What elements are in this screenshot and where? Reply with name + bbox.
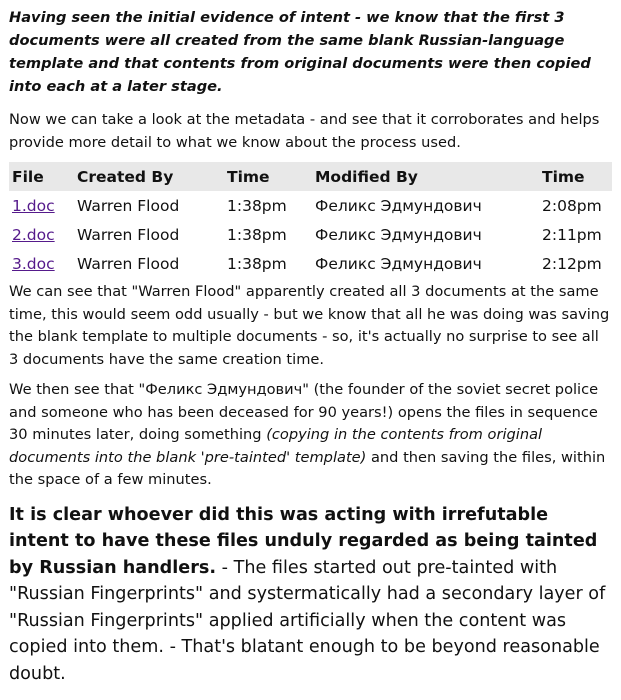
creation-analysis-paragraph: We can see that "Warren Flood" apparently created all 3 documents at the same time, this would seem odd usually - but we know that all he was doing was saving the blank template to multiple documents - so, it's actually no surprise to see all 3 documents have the same creation time. <box>9 283 610 368</box>
intro-text: Having seen the initial evidence of intent - we know that the first 3 documents were all created from the same blank Russian-language template and that contents from original documents were then copied into each at a later stage. <box>9 9 591 95</box>
conclusion-rest: - The files started out pre-tainted with "Russian Fingerprints" and systermatically had a secondary layer of "Russian Fingerprints" applied artificially when the content was copied into them. - That's blatant enough to be beyond reasonable doubt. <box>9 557 606 684</box>
modified-by-cell: Феликс Эдмундович <box>315 225 482 244</box>
table-header-row <box>9 162 612 191</box>
file-cell <box>9 220 74 249</box>
table-row <box>9 191 612 220</box>
file-link-2[interactable]: 2.doc <box>12 225 55 244</box>
table-row <box>9 220 612 249</box>
modified-by-cell: Феликс Эдмундович <box>315 196 482 215</box>
modified-time-cell: 2:11pm <box>542 225 602 244</box>
modification-text-end: and then saving the files, within the space of a few minutes. <box>9 448 606 488</box>
modification-italic-note: (copying in the contents from original documents into the blank 'pre-tainted' template) <box>9 426 543 466</box>
created-by-cell: Warren Flood <box>77 254 180 273</box>
conclusion-paragraph <box>9 502 612 688</box>
created-time-cell: 1:38pm <box>227 225 287 244</box>
header-modified-by: Modified By <box>312 162 539 191</box>
created-by-cell: Warren Flood <box>77 225 180 244</box>
table-row <box>9 249 612 278</box>
metadata-intro-paragraph: Now we can take a look at the metadata - and see that it corroborates and helps provide more detail to what we know about the process used. <box>9 111 600 151</box>
file-cell <box>9 249 74 278</box>
header-created-by: Created By <box>74 162 224 191</box>
header-created-time: Time <box>224 162 312 191</box>
modified-time-cell: 2:08pm <box>542 196 602 215</box>
created-time-cell: 1:38pm <box>227 196 287 215</box>
file-link-1[interactable]: 1.doc <box>12 196 55 215</box>
modified-by-cell: Феликс Эдмундович <box>315 254 482 273</box>
header-file: File <box>9 162 74 191</box>
modification-analysis-paragraph <box>9 379 612 492</box>
modified-time-cell: 2:12pm <box>542 254 602 273</box>
header-modified-time: Time <box>539 162 612 191</box>
metadata-table <box>9 162 612 278</box>
created-by-cell: Warren Flood <box>77 196 180 215</box>
created-time-cell: 1:38pm <box>227 254 287 273</box>
modification-text-start: We then see that "Феликс Эдмундович" (the founder of the soviet secret police and someone who has been deceased for 90 years!) opens the files in sequence 30 minutes later, doing something <box>9 381 599 443</box>
file-link-3[interactable]: 3.doc <box>12 254 55 273</box>
conclusion-bold: It is clear whoever did this was acting with irrefutable intent to have these files unduly regarded as being tainted by Russian handlers. <box>9 504 598 578</box>
file-cell <box>9 191 74 220</box>
